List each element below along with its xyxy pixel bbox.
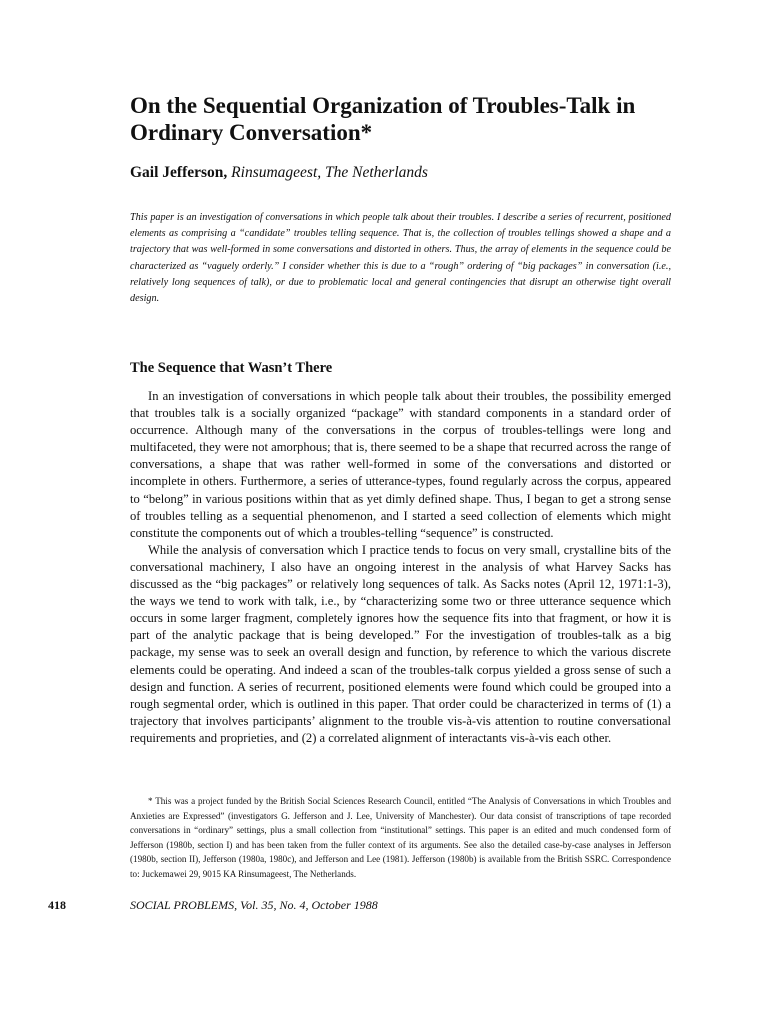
author-name: Gail Jefferson,: [130, 164, 228, 181]
footnote: * This was a project funded by the British Social Sciences Research Council, entitled “The Analysis of Conversations in which Troubles and Anxieties are Expressed” (investigators G. Jefferson and J. Lee, University of Manchester). Our data consist of transcriptions of tape recorded conversations in “ordinary” settings, plus a small collection from “institutional” settings. This paper is an edited and much condensed form of Jefferson (1980b, section I) and has been taken from the fuller context of its arguments. See also the detailed case-by-case analyses in Jefferson (1980b, section II), Jefferson (1980a, 1980c), and Jefferson and Lee (1981). Jefferson (1980b) is available from the British SSRC. Correspondence to: Juckemawei 29, 9015 KA Rinsumageest, The Netherlands.: [130, 796, 671, 879]
author-affiliation: Rinsumageest, The Netherlands: [231, 164, 428, 181]
body-paragraph: In an investigation of conversations in which people talk about their troubles, the possibility emerged that troubles talk is a socially organized “package” with standard components in a standard order of occurrence. Although many of the conversations in the corpus of troubles-tellings were long and multifaceted, they were not amorphous; that is, there seemed to be a shape that recurred across the range of conversations, a shape that was rather well-formed in some of the conversations and distorted or incomplete in others. Furthermore, a series of utterance-types, found regularly across the corpus, appeared to “belong” in various positions within that as yet dimly defined shape. Thus, I began to get a strong sense of troubles telling as a sequential phenomenon, and I started a seed collection of elements which might constitute the components out of which a troubles-telling “sequence” is constructed.: [130, 389, 671, 540]
body-paragraph: While the analysis of conversation which I practice tends to focus on very small, crystalline bits of the conversational machinery, I also have an ongoing interest in the analysis of what Harvey Sacks has discussed as the “big packages” or relatively long sequences of talk. As Sacks notes (April 12, 1971:1-3), the ways we tend to work with talk, i.e., by “characterizing some two or three utterance sequence which occurs in some larger fragment, completely ignores how the sequence fits into that fragment, or how it is part of the analytic package that is being developed.” For the investigation of troubles-talk as a big package, my sense was to seek an overall design and function, by reference to which the various discrete elements could be operating. And indeed a scan of the troubles-talk corpus yielded a gross sense of such a design and function. A series of recurrent, positioned elements were found which could be grouped into a rough segmental order, which is outlined in this paper. That order could be characterized in terms of (1) a trajectory that involves participants’ alignment to the trouble vis-à-vis attention to routine conversational requirements and proprieties, and (2) a correlated alignment of interactants vis-à-vis each other.: [130, 542, 671, 745]
section-heading: The Sequence that Wasn’t There: [130, 360, 333, 376]
article-title: On the Sequential Organization of Troubles-Talk in Ordinary Conversation*: [130, 93, 636, 145]
abstract: This paper is an investigation of conversations in which people talk about their troubles. I describe a series of recurrent, positioned elements as comprising a “candidate” troubles telling sequence. That is, the collection of troubles tellings showed a shape and a trajectory that was well-formed in some conversations and distorted in others. Thus, the array of elements in the sequence could be characterized as “vaguely orderly.” I consider whether this is due to a “rough” ordering of “big packages” in conversation (i.e., relatively long sequences of talk), or due to problematic local and general contingencies that disrupt an otherwise tight overall design.: [130, 212, 671, 305]
body-text: [130, 388, 671, 747]
author-line: [130, 164, 428, 182]
page-number: 418: [48, 898, 66, 912]
journal-citation: SOCIAL PROBLEMS, Vol. 35, No. 4, October 1988: [130, 898, 378, 912]
